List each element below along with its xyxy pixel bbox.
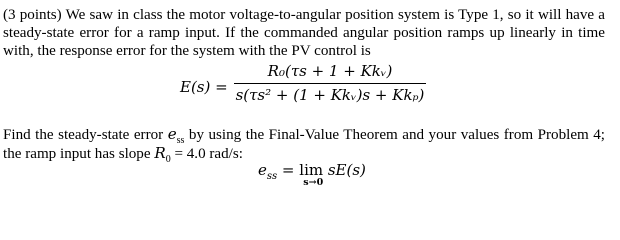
error-transfer-lhs: E(s) = (180, 78, 228, 96)
lim-subscript: s→0 (303, 177, 324, 188)
r0-subscript: 0 (165, 154, 171, 166)
error-transfer-denominator: s(τs² + (1 + Kkᵥ)s + Kkₚ) (235, 86, 425, 104)
task-text-start: Find the steady-state error (3, 127, 168, 143)
ess-lhs-subscript: ss (266, 171, 278, 182)
task-paragraph (3, 125, 605, 166)
slope-value: = 4.0 rad/s: (170, 146, 243, 163)
ess-lhs-symbol: e (258, 161, 267, 179)
fraction-bar (234, 83, 426, 84)
lim-text: lim (299, 161, 324, 179)
final-value-rhs: sE(s) (323, 161, 366, 179)
ess-symbol: e (167, 125, 177, 143)
ess-subscript: ss (176, 135, 185, 147)
equals-sign: = (277, 161, 300, 179)
final-value-equation (258, 161, 366, 188)
problem-intro-paragraph: (3 points) We saw in class the motor voltage-to-angular position system is Type 1, so it will have a steady-state error for a ramp input. If the commanded angular position ramps up linearly in time with, the response error for the system with the PV control is (3, 7, 605, 60)
task-text-middle: by using the Final-Value Theorem and your values from Problem 4; the ramp input has slope (3, 127, 605, 163)
limit-operator (299, 161, 324, 188)
r0-symbol: R (154, 144, 166, 163)
error-transfer-numerator: R₀(τs + 1 + Kkᵥ) (267, 62, 393, 80)
